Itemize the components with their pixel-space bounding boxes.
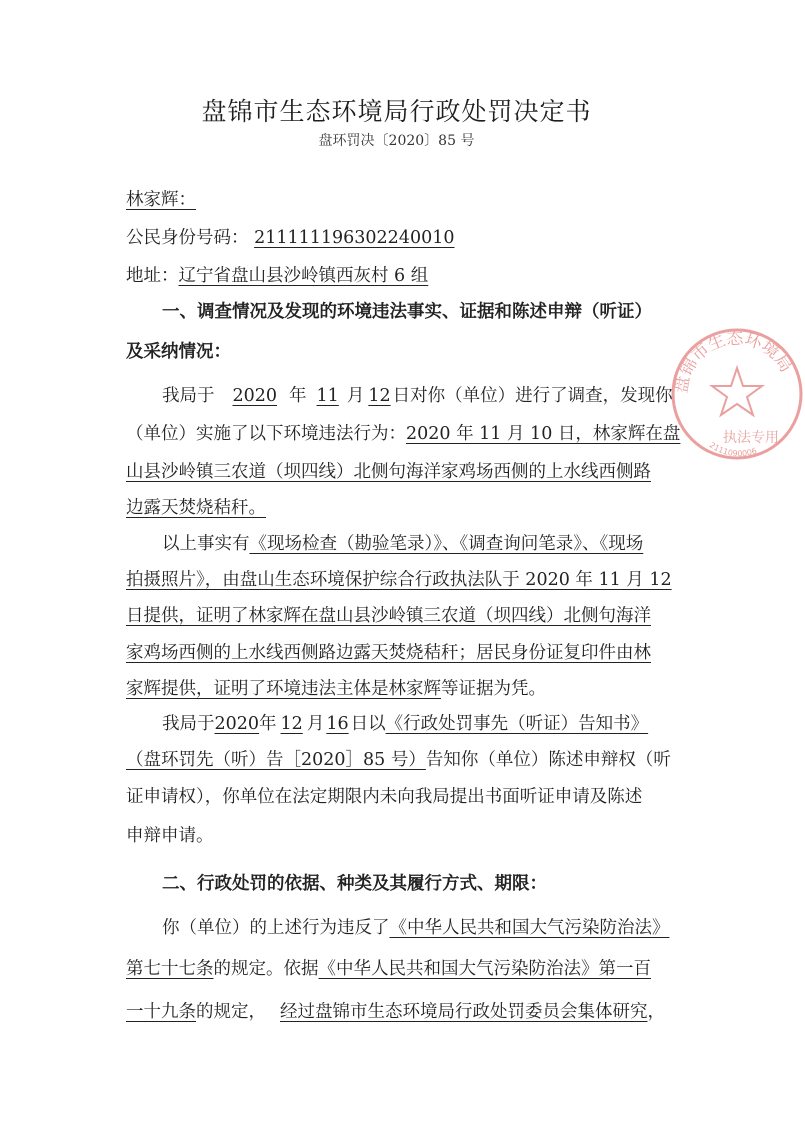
id-number-label: 公民身份号码： bbox=[126, 228, 249, 248]
document-number: 盘环罚决〔2020〕85 号 bbox=[318, 133, 475, 149]
text-segment: 年 bbox=[289, 386, 307, 406]
id-number-line bbox=[126, 224, 455, 249]
addressee-name-line bbox=[126, 186, 196, 211]
s1-p2-line3: 日提供，证明了林家辉在盘山县沙岭镇三农道（坝四线）北侧句海洋 bbox=[126, 606, 651, 626]
notice-month: 12 bbox=[280, 714, 303, 734]
address-label: 地址： bbox=[126, 266, 179, 286]
notice-title: 《行政处罚事先（听证）告知书》 bbox=[385, 714, 649, 734]
text-segment: 月 bbox=[306, 714, 325, 734]
section2-heading: 二、行政处罚的依据、种类及其履行方式、期限： bbox=[162, 874, 547, 894]
law-reference: 《中华人民共和国大气污染防治法》 bbox=[389, 918, 670, 938]
s1-p2-line5 bbox=[126, 675, 546, 700]
article-reference: 第七十七条 bbox=[126, 959, 214, 979]
survey-year: 2020 bbox=[232, 386, 278, 406]
evidence-list: 《现场检查（勘验笔录）》、《调查询问笔录》、《现场 bbox=[249, 534, 644, 554]
seal-subtext: 执法专用 bbox=[723, 430, 779, 446]
law-reference-2: 《中华人民共和国大气污染防治法》第一百 bbox=[318, 959, 651, 979]
notice-number: （盘环罚先（听）告［2020］85 号） bbox=[126, 750, 426, 770]
s1-p3-line4: 申辩申请。 bbox=[126, 826, 214, 846]
id-number-value: 211111196302240010 bbox=[254, 228, 455, 248]
text-segment: 年 bbox=[259, 714, 277, 734]
evidence-conclusion: 家辉提供，证明了环境违法主体是林家辉 bbox=[126, 679, 441, 699]
text-segment: 日以 bbox=[350, 714, 386, 734]
s1-p2-line2 bbox=[126, 566, 672, 591]
notice-year: 2020 bbox=[214, 714, 260, 734]
committee-decision: 经过盘锦市生态环境局行政处罚委员会集体研究 bbox=[280, 1002, 648, 1022]
address-line bbox=[126, 262, 428, 287]
text-segment: ， bbox=[647, 1002, 665, 1022]
text-segment: 月 bbox=[346, 386, 365, 406]
section1-heading: 一、调查情况及发现的环境违法事实、证据和陈述申辩（听证） bbox=[162, 302, 652, 322]
seal-number: 2111090006 bbox=[707, 440, 759, 459]
text-segment: 以上事实有 bbox=[162, 534, 250, 554]
text-segment: 等证据为凭。 bbox=[441, 679, 546, 699]
section1-heading-cont: 及采纳情况： bbox=[126, 342, 231, 362]
s1-p3-line3: 证申请权），你单位在法定期限内未向我局提出书面听证申请及陈述 bbox=[126, 787, 643, 807]
text-segment: 的规定。依据 bbox=[213, 959, 319, 979]
s2-p1-line3 bbox=[126, 998, 665, 1023]
s1-p3-line2 bbox=[126, 746, 671, 771]
s1-p2-line1 bbox=[162, 530, 643, 555]
s1-p1-line1 bbox=[162, 382, 673, 407]
survey-day: 12 bbox=[368, 386, 391, 406]
survey-month: 11 bbox=[316, 386, 339, 406]
text-segment: 你（单位）的上述行为违反了 bbox=[162, 918, 390, 938]
text-segment: 我局于 bbox=[162, 386, 215, 406]
text-segment: 的规定， bbox=[196, 1002, 266, 1022]
s1-p2-line4: 家鸡场西侧的上水线西侧路边露天焚烧秸秆；居民身份证复印件由林 bbox=[126, 643, 651, 663]
s1-p1-line4: 边露天焚烧秸秆。 bbox=[126, 498, 266, 518]
seal-text: 盘锦市生态环境局 bbox=[671, 328, 796, 395]
text-segment: 告知你（单位）陈述申辩权（听 bbox=[425, 750, 671, 770]
s1-p1-line3: 山县沙岭镇三农道（坝四线）北侧句海洋家鸡场西侧的上水线西侧路 bbox=[126, 462, 651, 482]
seal-star bbox=[712, 368, 762, 415]
official-seal-icon bbox=[665, 322, 805, 462]
address-value: 辽宁省盘山县沙岭镇西灰村 6 组 bbox=[178, 266, 429, 286]
s2-p1-line2 bbox=[126, 955, 651, 980]
text-segment: 我局于 bbox=[162, 714, 215, 734]
s1-p3-line1 bbox=[162, 710, 648, 735]
text-segment: 日对你（单位）进行了调查，发现你 bbox=[392, 386, 673, 406]
evidence-list-cont: 拍摄照片》，由盘山生态环境保护综合行政执法队于 2020 年 11 月 12 bbox=[126, 570, 672, 590]
s2-p1-line1 bbox=[162, 914, 670, 939]
notice-day: 16 bbox=[326, 714, 349, 734]
addressee-name: 林家辉： bbox=[126, 190, 196, 210]
article-reference-2: 一十九条 bbox=[126, 1002, 196, 1022]
text-segment: （单位）实施了以下环境违法行为： bbox=[126, 424, 406, 444]
s1-p1-line2 bbox=[126, 420, 680, 445]
document-title: 盘锦市生态环境局行政处罚决定书 bbox=[201, 97, 592, 126]
violation-date: 2020 年 11 月 10 日，林家辉在盘 bbox=[406, 424, 681, 444]
